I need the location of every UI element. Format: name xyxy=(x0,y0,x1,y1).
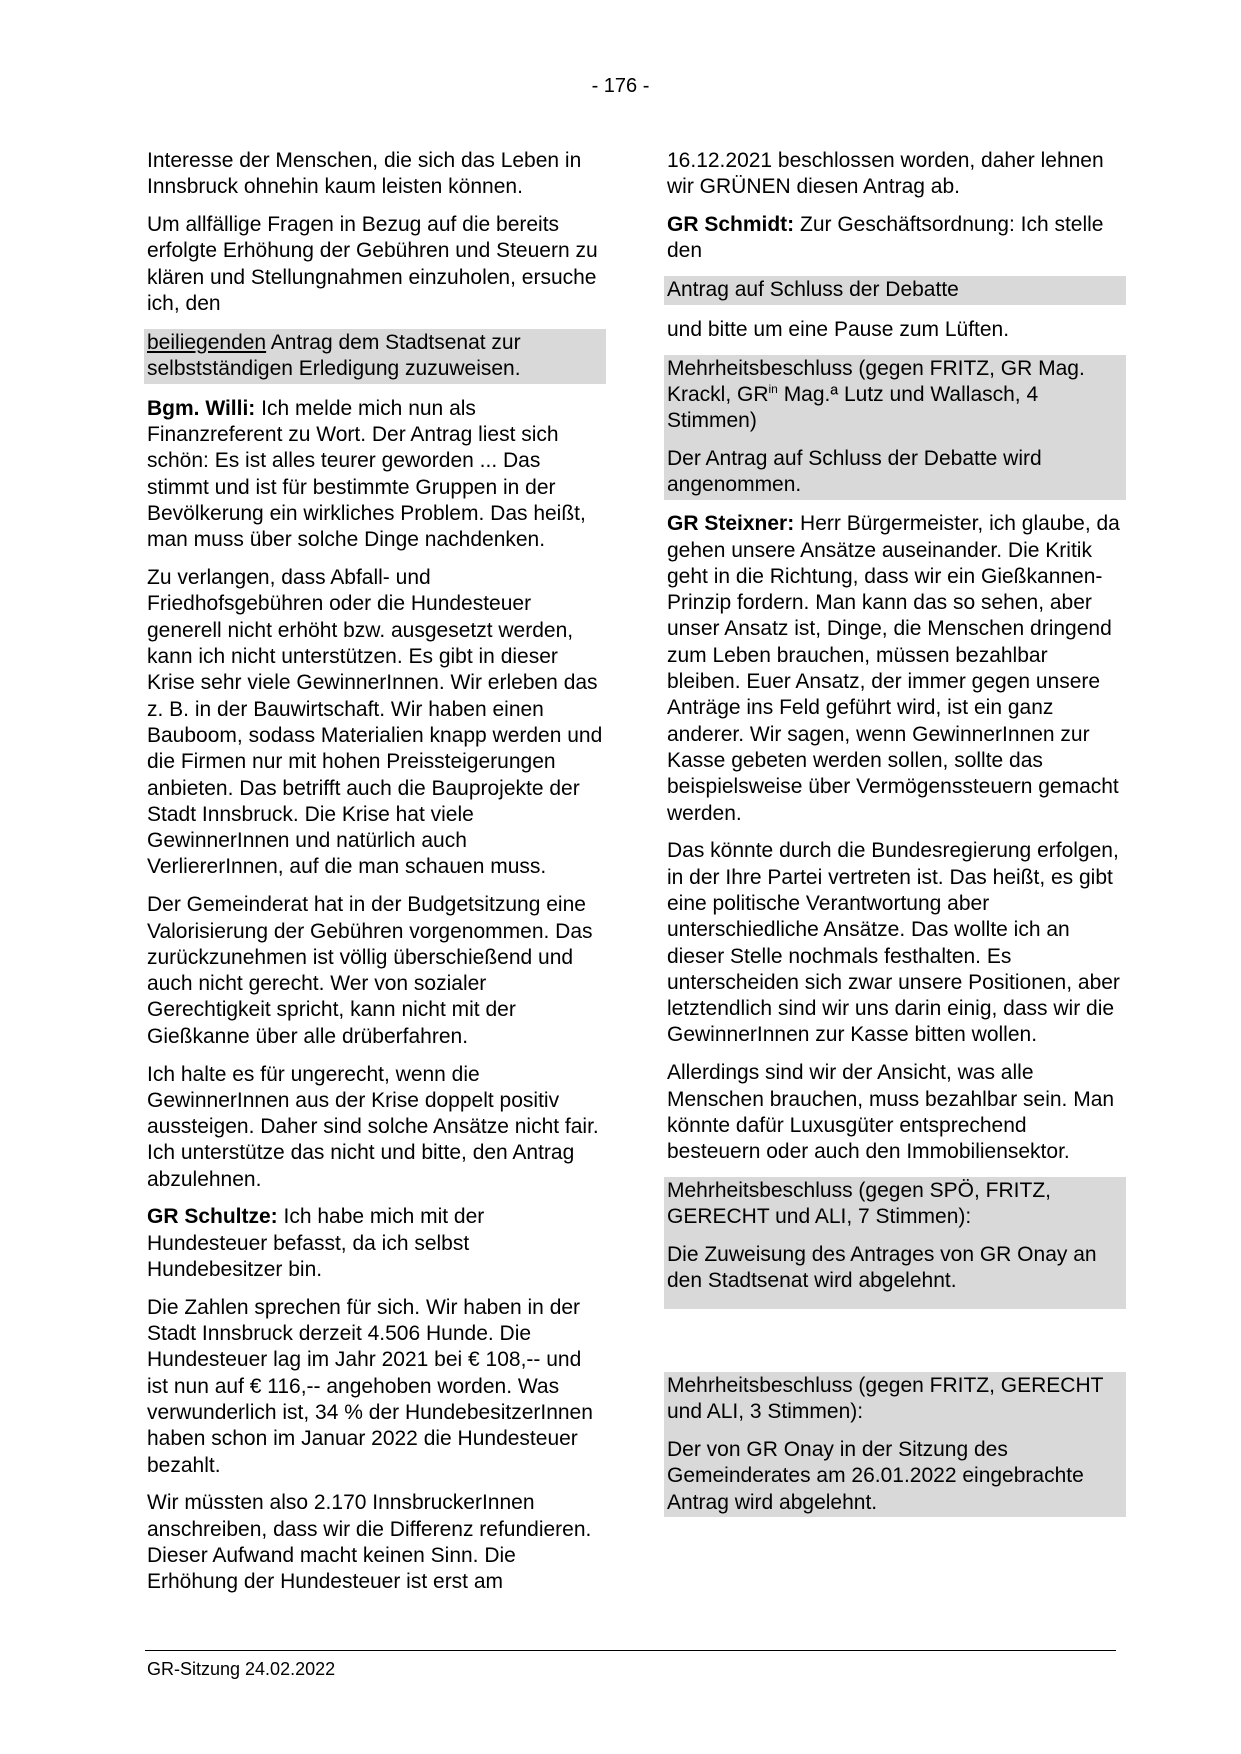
speaker-name: GR Steixner: xyxy=(667,512,795,536)
spacer xyxy=(667,1320,1123,1372)
speech-text: Ich habe mich mit der Hundesteuer befasst, da ich selbst Hundebesitzer bin. xyxy=(147,1205,485,1282)
motion-text: Antrag dem Stadtsenat zur selbstständigen Erledigung zuzuweisen. xyxy=(147,330,521,381)
speech-paragraph xyxy=(147,1204,603,1283)
resolution-result: Der von GR Onay in der Sitzung des Gemeinderates am 26.01.2022 eingebrachte Antrag wird abgelehnt. xyxy=(667,1438,1084,1514)
right-column xyxy=(667,148,1123,1529)
resolution-vote: Mehrheitsbeschluss (gegen FRITZ, GERECHT und ALI, 3 Stimmen): xyxy=(667,1374,1104,1424)
speaker-name: Bgm. Willi: xyxy=(147,396,256,420)
left-column xyxy=(147,148,603,1607)
resolution-vote: Mehrheitsbeschluss (gegen SPÖ, FRITZ, GERECHT und ALI, 7 Stimmen): xyxy=(667,1178,1051,1229)
paragraph: Allerdings sind wir der Ansicht, was alle Menschen brauchen, muss bezahlbar sein. Man könnte dafür Luxusgüter entsprechend besteuern oder auch den Immobiliensektor. xyxy=(667,1061,1115,1164)
resolution-vote xyxy=(667,356,1123,435)
vote-text-cont: Mag.ª Lutz und Wallasch, 4 Stimmen) xyxy=(667,383,1039,433)
paragraph: Wir müssten also 2.170 InnsbruckerInnen anschreiben, dass wir die Differenz refundieren. Dieser Aufwand macht keinen Sinn. Die Erhöhung der Hundesteuer ist erst am xyxy=(147,1491,592,1594)
speech-paragraph xyxy=(147,396,603,554)
speech-text: Ich melde mich nun als Finanzreferent zu Wort. Der Antrag liest sich schön: Es ist alles teurer geworden ... Das stimmt und ist für bestimmte Gruppen in der Bevölkerung ein wirkliches Problem. Das heißt, man muss über solche Dinge nachdenken. xyxy=(147,396,586,552)
page-number: - 176 - xyxy=(591,75,650,97)
resolution-box xyxy=(664,1177,1126,1309)
paragraph: 16.12.2021 beschlossen worden, daher lehnen wir GRÜNEN diesen Antrag ab. xyxy=(667,149,1104,199)
paragraph: Das könnte durch die Bundesregierung erfolgen, in der Ihre Partei vertreten ist. Das heißt, es gibt eine politische Verantwortung aber unterschiedliche Ansätze. Das wollte ich an dieser Stelle nochmals festhalten. Es unterscheiden sich zwar unsere Positionen, aber letztendlich sind wir uns darin einig, dass wir die GewinnerInnen zur Kasse bitten wollen. xyxy=(667,839,1120,1047)
vote-text: Mehrheitsbeschluss (gegen FRITZ, GR Mag. Krackl, GR xyxy=(667,356,1085,407)
footer-divider xyxy=(145,1650,1116,1651)
speech-paragraph xyxy=(667,511,1123,827)
paragraph: Der Gemeinderat hat in der Budgetsitzung eine Valorisierung der Gebühren vorgenommen. Das zurückzunehmen ist völlig überschießend und auch nicht gerecht. Wer von sozialer Gerechtigkeit spricht, kann nicht mit der Gießkanne über alle drüberfahren. xyxy=(147,893,593,1048)
paragraph: Interesse der Menschen, die sich das Leben in Innsbruck ohnehin kaum leisten können. xyxy=(147,149,582,199)
resolution-result: Die Zuweisung des Antrages von GR Onay an den Stadtsenat wird abgelehnt. xyxy=(667,1242,1097,1293)
underlined-word: beiliegenden xyxy=(147,330,267,354)
speech-text: Herr Bürgermeister, ich glaube, da gehen unsere Ansätze auseinander. Die Kritik geht in die Richtung, dass wir ein Gießkannen-Prinzip fordern. Man kann das so sehen, aber unser Ansatz ist, Dinge, die Menschen dringend zum Leben brauchen, müssen bezahlbar bleiben. Euer Ansatz, der immer gegen unsere Anträge ins Feld geführt wird, ist ein ganz anderer. Wir sagen, wenn GewinnerInnen zur Kasse gebeten werden sollen, sollte das beispielsweise über Vermögenssteuern gemacht werden. xyxy=(667,512,1120,825)
paragraph: Die Zahlen sprechen für sich. Wir haben in der Stadt Innsbruck derzeit 4.506 Hunde. Die Hundesteuer lag im Jahr 2021 bei € 108,-- und ist nun auf € 116,-- angehoben worden. Was verwunderlich ist, 34 % der HundebesitzerInnen haben schon im Januar 2022 die Hundesteuer bezahlt. xyxy=(147,1295,593,1477)
speech-text: Zur Geschäftsordnung: Ich stelle den xyxy=(667,213,1104,263)
footer: GR-Sitzung 24.02.2022 xyxy=(147,1659,336,1679)
motion-box xyxy=(144,329,606,385)
motion-box: Antrag auf Schluss der Debatte xyxy=(664,276,1126,305)
speech-paragraph xyxy=(667,212,1123,265)
paragraph: Ich halte es für ungerecht, wenn die GewinnerInnen aus der Krise doppelt positiv aussteigen. Daher sind solche Ansätze nicht fair. Ich unterstütze das nicht und bitte, den Antrag abzulehnen. xyxy=(147,1062,599,1191)
paragraph: Zu verlangen, dass Abfall- und Friedhofsgebühren oder die Hundesteuer generell nicht erhöht bzw. ausgesetzt werden, kann ich nicht unterstützen. Es gibt in dieser Krise sehr viele GewinnerInnen. Wir erleben das z. B. in der Bauwirtschaft. Wir haben einen Bauboom, sodass Materialien knapp werden und die Firmen nur mit hohen Preissteigerungen anbieten. Das betrifft auch die Bauprojekte der Stadt Innsbruck. Die Krise hat viele GewinnerInnen und natürlich auch VerliererInnen, auf die man schauen muss. xyxy=(147,566,603,879)
paragraph: und bitte um eine Pause zum Lüften. xyxy=(667,317,1010,341)
resolution-box xyxy=(664,1372,1126,1517)
speaker-name: GR Schultze: xyxy=(147,1205,278,1229)
superscript: in xyxy=(768,382,778,397)
paragraph: Um allfällige Fragen in Bezug auf die bereits erfolgte Erhöhung der Gebühren und Steuern zu klären und Stellungnahmen einzuholen, ersuche ich, den xyxy=(147,213,598,315)
resolution-box xyxy=(664,355,1126,500)
speaker-name: GR Schmidt: xyxy=(667,213,795,237)
resolution-result: Der Antrag auf Schluss der Debatte wird angenommen. xyxy=(667,447,1042,497)
